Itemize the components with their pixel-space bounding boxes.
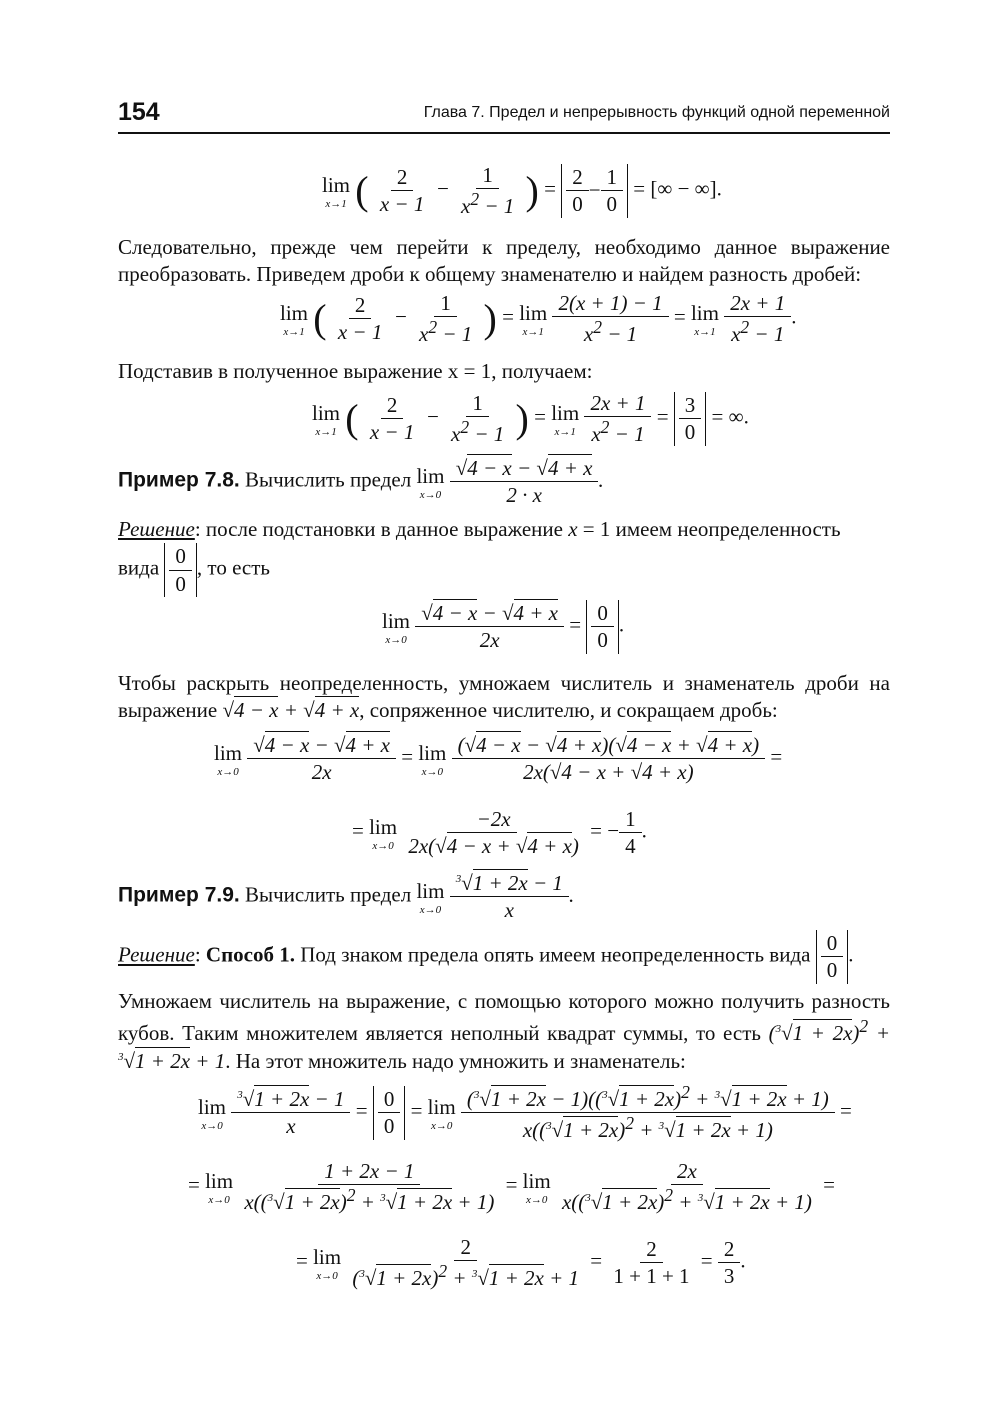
solution-label: Решение	[118, 517, 195, 541]
paragraph-3: Чтобы раскрыть неопределенность, умножаем числитель и знаменатель дроби на выражение √4 − x + √4 + x, сопряженное числителю, и сокращаем дробь:	[118, 671, 890, 723]
example-text: Вычислить предел	[244, 467, 412, 492]
equation-8: = lim x→0 $\frac{1 + 2x - 1}{x((^3√1 + 2x)^2 + ^3√1 + 2x + 1)}$ = lim x→0 $\frac{2x}{x((^3√1 + 2x)^2 + ^3√1 + 2x + 1)}$ =	[188, 1159, 835, 1215]
equation-9: = lim x→0 $\frac{2}{(^3√1 + 2x)^2 + ^3√1 + 2x + 1}$ = $\frac{2}{1 + 1 + 1}$ = $\frac{2}{3}$ .	[296, 1235, 746, 1291]
page-number: 154	[118, 98, 160, 126]
equation-2: lim x→1 ( $\frac{2}{x - 1}$ − $\frac{1}{x^2 - 1}$ ) = lim x→1 $\frac{2(x + 1) - 1}{x^2 - 1}$ = lim x→1 $\frac{2x + 1}{x^2 - 1}$ .	[280, 291, 797, 347]
equation-5: lim x→0 $\frac{√4 - x - √4 + x}{2x}$ = lim x→0 $\frac{(√4 - x - √4 + x)(√4 - x + √4 + x)}{2x(√4 - x + √4 + x)}$ =	[214, 733, 783, 785]
paragraph-4: Умножаем числитель на выражение, с помощью которого можно получить разность кубов. Таким множителем является неполный квадрат суммы, то есть $(^3√1 + 2x)^2 + ^3√1 + 2x + 1$. На этот множитель надо умножить и знаменатель:	[118, 989, 890, 1073]
solution-7-8: Решение: после подстановки в данное выражение x = 1 имеем неопределенность вида $\frac{0}{0}$ , то есть	[118, 517, 841, 596]
equation-4: lim x→0 $\frac{√4 - x - √4 + x}{2x}$ = $\frac{0}{0}$ .	[382, 601, 625, 653]
solution-7-9: Решение: Способ 1. Под знаком предела опять имеем неопределенность вида $\frac{0}{0}$ .	[118, 931, 854, 983]
method-label: Способ 1.	[205, 942, 295, 967]
equation-3: lim x→1 ( $\frac{2}{x - 1}$ − $\frac{1}{x^2 - 1}$ ) = lim x→1 $\frac{2x + 1}{x^2 - 1}$ = $\frac{3}{0}$ = ∞.	[312, 391, 749, 447]
equation-6: = lim x→0 $\frac{-2x}{2x(√4 - x + √4 + x)}$ = − $\frac{1}{4}$ .	[352, 807, 647, 859]
equation-1: lim x→1 ( $\frac{2}{x - 1}$ − $\frac{1}{x^2 - 1}$ ) = $\frac{2}{0}$ − $\frac{1}{0}$ = [∞ − ∞].	[322, 163, 722, 219]
example-7-9: Пример 7.9. Вычислить предел lim x→0 $\frac{^3√1 + 2x - 1}{x}$ .	[118, 871, 575, 923]
example-label: Пример 7.9.	[118, 883, 240, 907]
example-7-8: Пример 7.8. Вычислить предел lim x→0 $\frac{√4 - x - √4 + x}{2 \cdot x}$ .	[118, 456, 604, 508]
example-label: Пример 7.8.	[118, 468, 240, 492]
paragraph-2: Подставив в полученное выражение x = 1, получаем:	[118, 359, 593, 383]
example-text: Вычислить предел	[244, 882, 412, 907]
solution-label: Решение	[118, 942, 195, 967]
paragraph-1: Следовательно, прежде чем перейти к пределу, необходимо данное выражение преобразовать. Приведем дроби к общему знаменателю и найдем разность дробей:	[118, 235, 890, 287]
equation-7: lim x→0 $\frac{^3√1 + 2x - 1}{x}$ = $\frac{0}{0}$ = lim x→0 $\frac{(^3√1 + 2x - 1)((^3√1 + 2x)^2 + ^3√1 + 2x + 1)}{x((^3√1 + 2x)^2 + ^3√1 + 2x + 1)}$ =	[198, 1082, 852, 1143]
page-header	[118, 98, 890, 134]
running-title: Глава 7. Предел и непрерывность функций одной переменной	[423, 104, 890, 121]
